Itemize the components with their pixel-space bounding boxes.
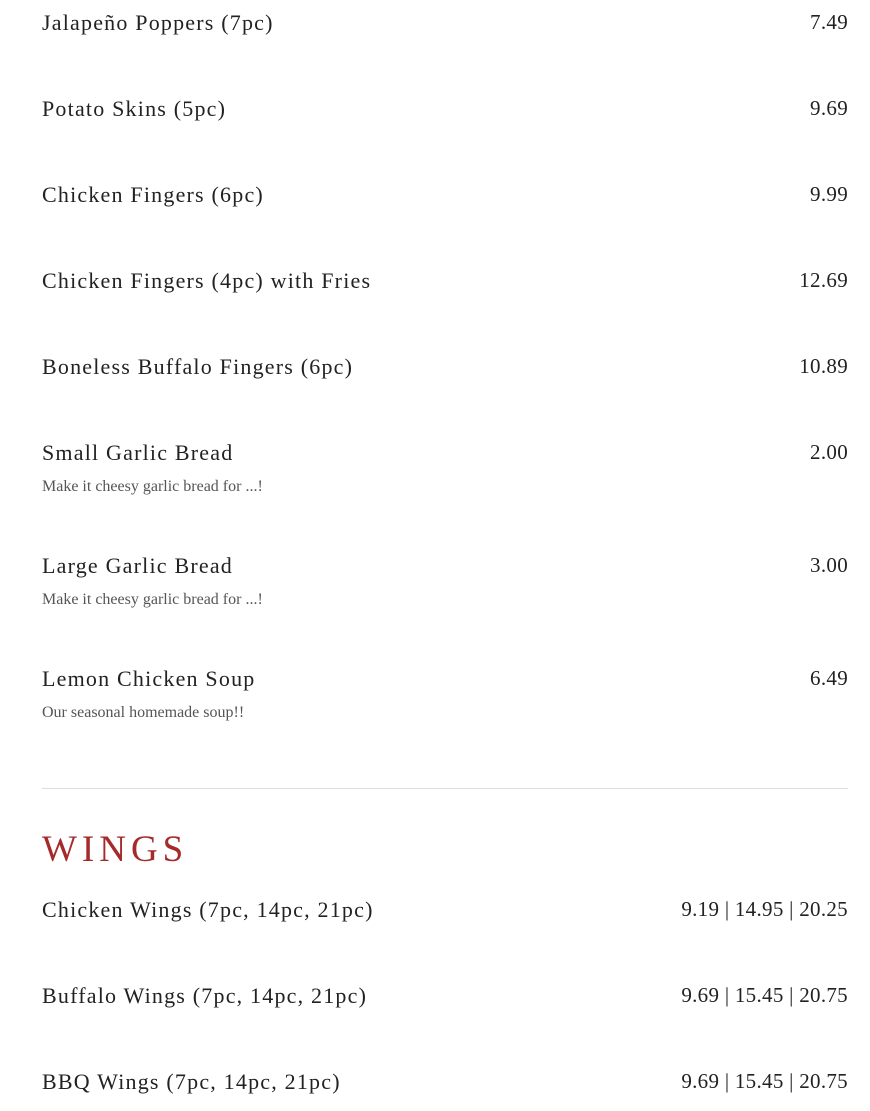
menu-item[interactable] bbox=[42, 354, 848, 380]
item-name: Buffalo Wings (7pc, 14pc, 21pc) bbox=[42, 983, 368, 1008]
item-description: Make it cheesy garlic bread for ...! bbox=[42, 478, 263, 495]
menu-item[interactable] bbox=[42, 553, 848, 610]
item-name: Large Garlic Bread bbox=[42, 553, 233, 578]
item-price: 9.19 | 14.95 | 20.25 bbox=[681, 897, 848, 921]
item-name: Potato Skins (5pc) bbox=[42, 96, 227, 121]
item-name: Boneless Buffalo Fingers (6pc) bbox=[42, 354, 354, 379]
item-name: BBQ Wings (7pc, 14pc, 21pc) bbox=[42, 1069, 341, 1094]
item-name: Chicken Fingers (4pc) with Fries bbox=[42, 268, 372, 293]
menu-item[interactable] bbox=[42, 983, 848, 1009]
item-price: 6.49 bbox=[810, 666, 848, 690]
item-name: Jalapeño Poppers (7pc) bbox=[42, 10, 274, 35]
item-description: Make it cheesy garlic bread for ...! bbox=[42, 591, 263, 608]
menu-item[interactable] bbox=[42, 666, 848, 723]
menu-item[interactable] bbox=[42, 268, 848, 294]
menu-item[interactable] bbox=[42, 10, 848, 36]
menu-item[interactable] bbox=[42, 440, 848, 497]
item-price: 9.69 | 15.45 | 20.75 bbox=[681, 1069, 848, 1093]
item-name: Lemon Chicken Soup bbox=[42, 666, 256, 691]
item-price: 9.99 bbox=[810, 182, 848, 206]
menu-item[interactable] bbox=[42, 1069, 848, 1095]
item-price: 10.89 bbox=[799, 354, 848, 378]
item-name: Chicken Fingers (6pc) bbox=[42, 182, 264, 207]
section-title-wings: WINGS bbox=[42, 829, 189, 870]
item-price: 9.69 bbox=[810, 96, 848, 120]
item-price: 9.69 | 15.45 | 20.75 bbox=[681, 983, 848, 1007]
menu-item[interactable] bbox=[42, 182, 848, 208]
menu-item[interactable] bbox=[42, 897, 848, 923]
item-price: 3.00 bbox=[810, 553, 848, 577]
item-description: Our seasonal homemade soup!! bbox=[42, 704, 245, 721]
item-price: 12.69 bbox=[799, 268, 848, 292]
item-name: Chicken Wings (7pc, 14pc, 21pc) bbox=[42, 897, 374, 922]
section-divider bbox=[42, 788, 848, 789]
item-price: 2.00 bbox=[810, 440, 848, 464]
item-name: Small Garlic Bread bbox=[42, 440, 234, 465]
item-price: 7.49 bbox=[810, 10, 848, 34]
menu-item[interactable] bbox=[42, 96, 848, 122]
